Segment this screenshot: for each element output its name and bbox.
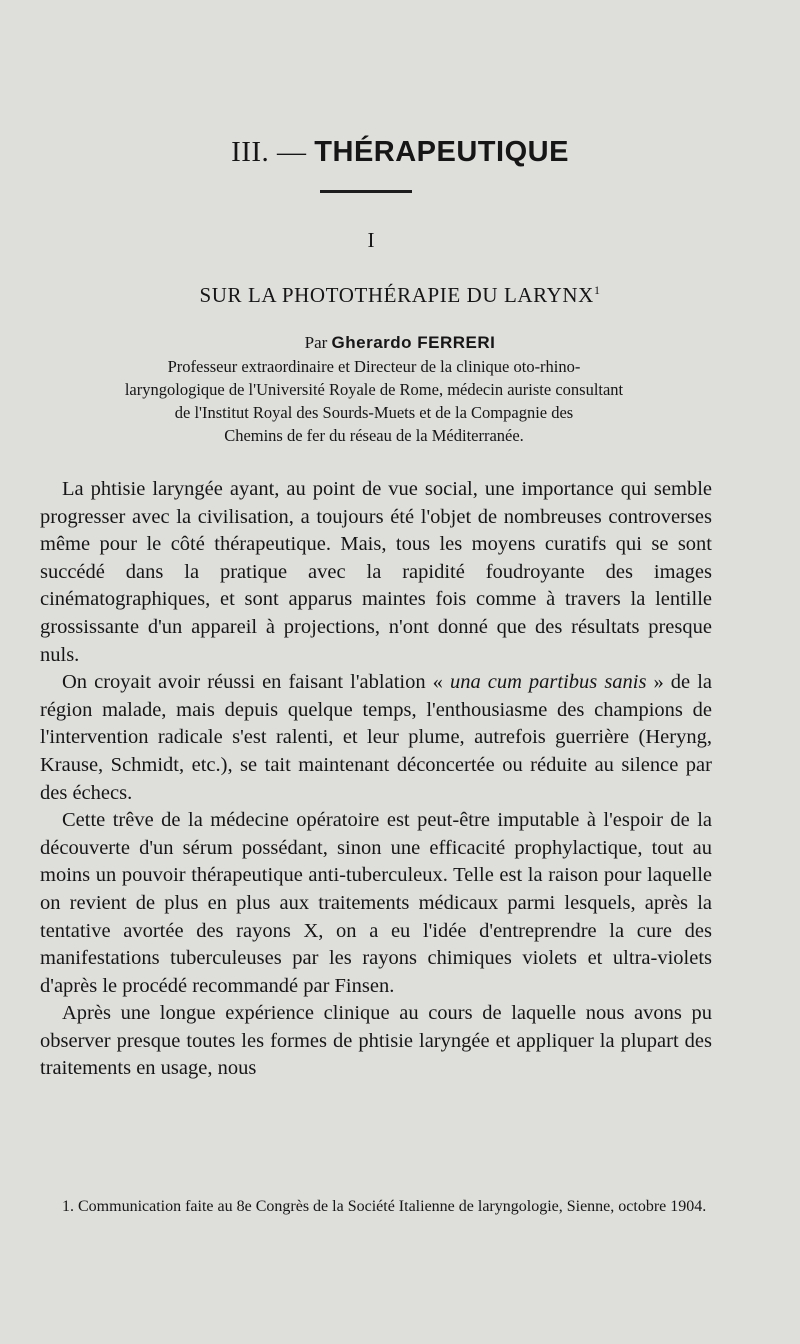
paragraph-text: » de la région malade, mais depuis quelque temps, l'enthousiasme des champions de l'intervention radicale s'est ralenti, et leur plume, autrefois guerrière (Heryng, Krause, Schmidt, etc.), se tait maintenant déconcertée ou réduite au silence par des échecs. xyxy=(40,671,712,804)
paragraph: La phtisie laryngée ayant, au point de vue social, une importance qui semble progresser avec la civilisation, a toujours été l'objet de nombreuses controverses même pour le côté thérapeutique. Mais, tous les moyens curatifs qui se sont succédé dans la pratique avec la rapidité foudroyante des images cinématographiques, et sont apparus maintes fois comme à travers la lentille grossissante d'un appareil à projections, n'ont donné que des résultats presque nuls. xyxy=(40,478,712,666)
paragraph: Après une longue expérience clinique au cours de laquelle nous avons pu observer presque toutes les formes de phtisie laryngée et appliquer la plupart des traitements en usage, nous xyxy=(40,1002,712,1080)
section-dash: — xyxy=(277,136,307,168)
footnote-text: Communication faite au 8e Congrès de la Société Italienne de laryngologie, Sienne, octobre 1904. xyxy=(78,1198,707,1215)
section-number: III. xyxy=(231,136,270,168)
section-heading xyxy=(0,136,800,169)
paragraph xyxy=(40,669,712,807)
affiliation-line: Professeur extraordinaire et Directeur de la clinique oto-rhino- xyxy=(167,357,581,376)
title-rule xyxy=(320,190,412,193)
affiliation-line: Chemins de fer du réseau de la Méditerranée. xyxy=(224,426,524,445)
section-title: THÉRAPEUTIQUE xyxy=(314,136,569,168)
byline xyxy=(0,333,800,353)
author-name: Gherardo FERRERI xyxy=(331,333,496,352)
chapter-number: I xyxy=(367,228,375,252)
article-title-text: SUR LA PHOTOTHÉRAPIE DU LARYNX xyxy=(199,283,594,307)
latin-phrase: una cum partibus sanis xyxy=(449,671,647,694)
byline-prefix: Par xyxy=(304,333,328,352)
affiliation-line: de l'Institut Royal des Sourds-Muets et de la Compagnie des xyxy=(174,403,574,422)
affiliation-line: laryngologique de l'Université Royale de Rome, médecin auriste consultant xyxy=(124,380,624,399)
paragraph-text: On croyait avoir réussi en faisant l'ablation « xyxy=(62,671,450,694)
footnote xyxy=(40,1195,712,1218)
author-affiliation xyxy=(38,355,710,447)
footnote-number: 1. xyxy=(62,1198,74,1215)
body-text xyxy=(40,476,712,1083)
paragraph: Cette trêve de la médecine opératoire est peut-être imputable à l'espoir de la découverte d'un sérum possédant, sinon une efficacité prophylactique, tout au moins un pouvoir thérapeutique anti-tuberculeux. Telle est la raison pour laquelle on revient de plus en plus aux traitements médicaux parmi lesquels, après la tentative avortée des rayons X, on a eu l'idée d'entreprendre la cure des manifestations tuberculeuses par les rayons chimiques violets et ultra-violets d'après le procédé recommandé par Finsen. xyxy=(40,809,712,997)
article-title xyxy=(0,283,800,308)
footnote-mark: 1 xyxy=(593,283,601,297)
